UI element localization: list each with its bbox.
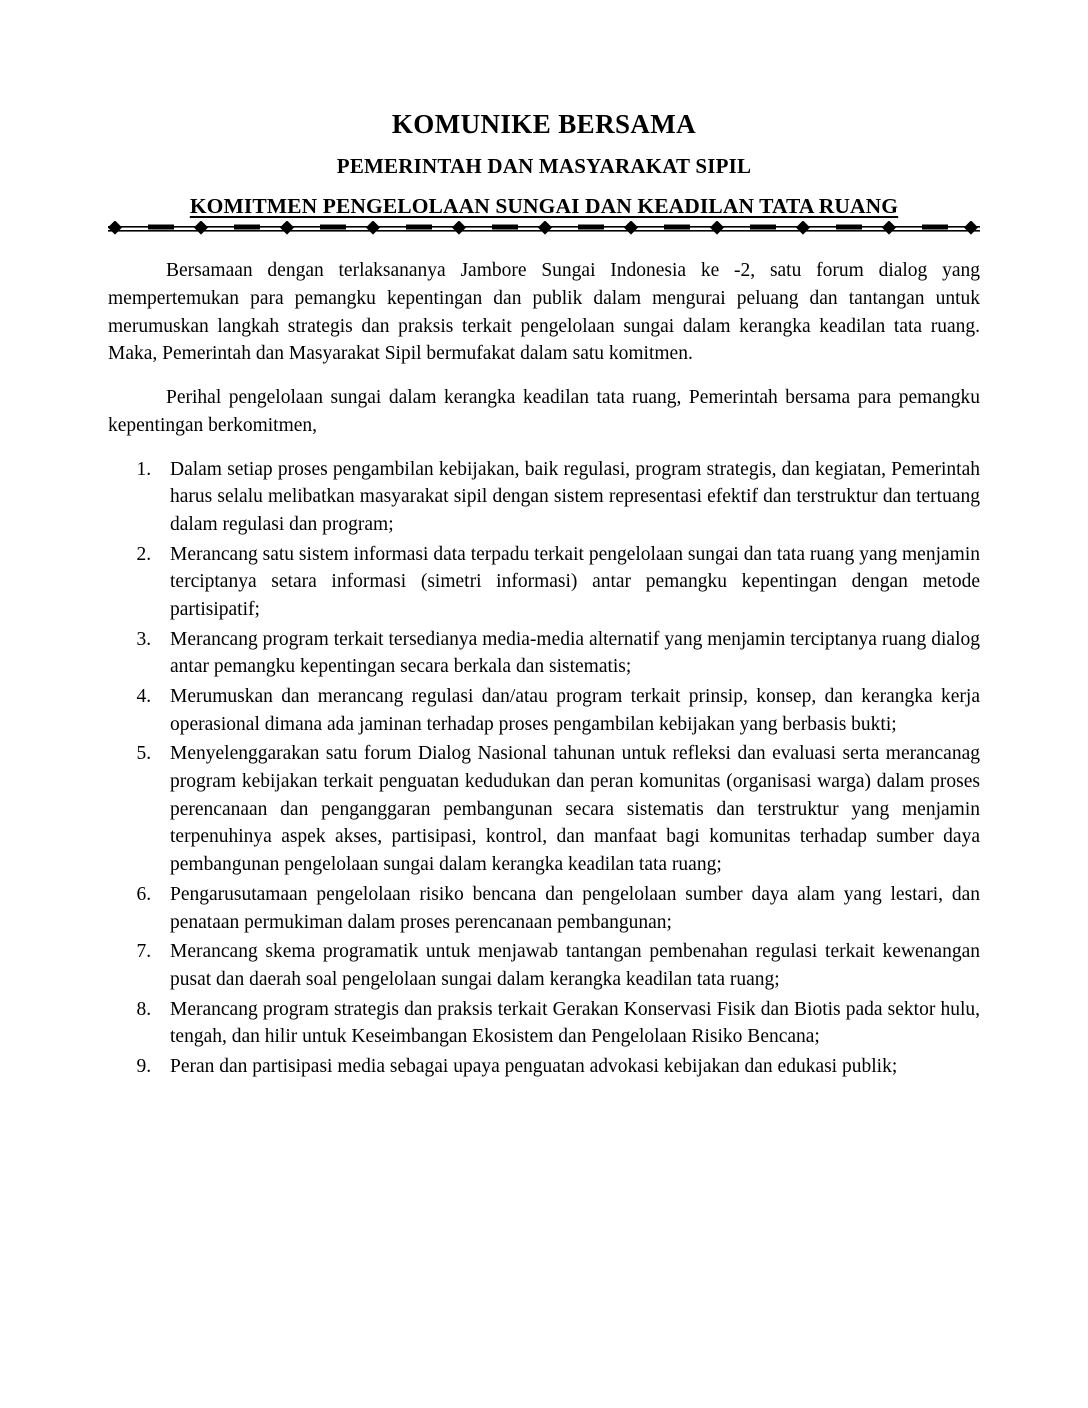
- list-item: 7. Merancang skema programatik untuk menjawab tantangan pembenahan regulasi terkait kewenangan pusat dan daerah soal pengelolaan sungai dalam kerangka keadilan tata ruang;: [156, 938, 980, 993]
- list-item: 2. Merancang satu sistem informasi data terpadu terkait pengelolaan sungai dan tata ruang yang menjamin terciptanya setara informasi (simetri informasi) antar pemangku kepentingan dengan metode partisipatif;: [156, 541, 980, 624]
- intro-paragraph-1: Bersamaan dengan terlaksananya Jambore Sungai Indonesia ke -2, satu forum dialog yang mempertemukan para pemangku kepentingan dan publik dalam mengurai peluang dan tantangan untuk merumuskan langkah strategis dan praksis terkait pengelolaan sungai dalam kerangka keadilan tata ruang. Maka, Pemerintah dan Masyarakat Sipil bermufakat dalam satu komitmen.: [108, 260, 980, 365]
- page-title: KOMUNIKE BERSAMA: [391, 109, 697, 139]
- list-item: 5. Menyelenggarakan satu forum Dialog Nasional tahunan untuk refleksi dan evaluasi serta merancanag program kebijakan terkait penguatan kedudukan dan peran komunitas (organisasi warga) dalam proses perencanaan dan penganggaran pembangunan secara sistematis dan terstruktur yang menjamin terpenuhinya aspek akses, partisipasi, kontrol, dan manfaat bagi komunitas terhadap sumber daya pembangunan pengelolaan sungai dalam kerangka keadilan tata ruang;: [156, 740, 980, 878]
- list-item: 3. Merancang program terkait tersedianya media-media alternatif yang menjamin terciptanya ruang dialog antar pemangku kepentingan secara berkala dan sistematis;: [156, 626, 980, 681]
- list-item: 6. Pengarusutamaan pengelolaan risiko bencana dan pengelolaan sumber daya alam yang lestari, dan penataan permukiman dalam proses perencanaan pembangunan;: [156, 881, 980, 936]
- list-item: 4. Merumuskan dan merancang regulasi dan/atau program terkait prinsip, konsep, dan kerangka kerja operasional dimana ada jaminan terhadap proses pengambilan kebijakan yang berbasis bukti;: [156, 683, 980, 738]
- page-subtitle: PEMERINTAH DAN MASYARAKAT SIPIL: [336, 154, 752, 179]
- list-item: 1. Dalam setiap proses pengambilan kebijakan, baik regulasi, program strategis, dan kegiatan, Pemerintah harus selalu melibatkan masyarakat sipil dengan sistem representasi efektif dan terstruktur dan tertuang dalam regulasi dan program;: [156, 456, 980, 539]
- decorative-divider: [108, 221, 980, 235]
- commitment-list: [108, 456, 980, 1081]
- list-item: 8. Merancang program strategis dan praksis terkait Gerakan Konservasi Fisik dan Biotis pada sektor hulu, tengah, dan hilir untuk Keseimbangan Ekosistem dan Pengelolaan Risiko Bencana;: [156, 996, 980, 1051]
- list-item: 9. Peran dan partisipasi media sebagai upaya penguatan advokasi kebijakan dan edukasi publik;: [156, 1053, 980, 1081]
- page-subtitle-secondary: KOMITMEN PENGELOLAAN SUNGAI DAN KEADILAN TATA RUANG: [189, 193, 899, 218]
- intro-paragraph-2: Perihal pengelolaan sungai dalam kerangka keadilan tata ruang, Pemerintah bersama para pemangku kepentingan berkomitmen,: [108, 387, 980, 436]
